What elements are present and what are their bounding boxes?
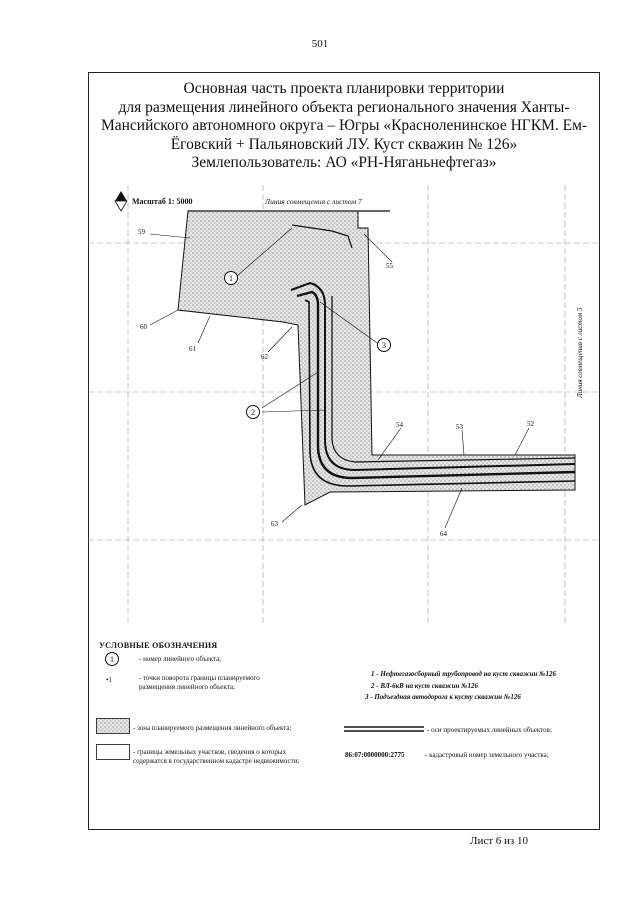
legend-zone-swatch <box>96 718 130 734</box>
object-marker-3: 3 <box>377 338 391 352</box>
point-label: 53 <box>456 423 463 431</box>
object-marker-2: 2 <box>246 405 260 419</box>
title-line-1: Основная часть проекта планировки территории <box>183 80 505 97</box>
point-label: 52 <box>527 420 534 428</box>
point-label: 64 <box>440 530 447 538</box>
legend-zone-text: - зона планируемого размещения линейного объекта; <box>133 724 292 732</box>
point-label: 59 <box>138 228 145 236</box>
legend-object-3: 3 - Подъездная автодорога к кусту скважин №126 <box>365 693 521 701</box>
legend-object-2: 2 - ВЛ-6кВ на куст скважин №126 <box>371 682 479 690</box>
match-line-top-label: Линия совмещения с листом 7 <box>265 197 362 206</box>
legend-cadastral-text: - кадастровый номер земельного участка; <box>425 751 549 759</box>
sheet-number: Лист 6 из 10 <box>470 835 529 847</box>
legend-object-number-text: - номер линейного объекта; <box>139 655 222 663</box>
object-marker-1: 1 <box>224 271 238 285</box>
point-label: 61 <box>189 345 196 353</box>
point-label: 63 <box>271 520 278 528</box>
point-label: 62 <box>261 353 268 361</box>
legend-axes-swatch <box>344 725 424 735</box>
legend-cadastral-number: 86:07:0000000:2775 <box>345 751 405 759</box>
legend-object-number-symbol: 1 <box>105 652 119 666</box>
legend-title: УСЛОВНЫЕ ОБОЗНАЧЕНИЯ <box>99 641 218 650</box>
title-line-4: Ёговский + Пальяновский ЛУ. Куст скважин № 126» <box>170 135 518 153</box>
title-line-5: Землепользователь: АО «РН-Няганьнефтегаз» <box>191 154 497 171</box>
point-label: 55 <box>386 262 393 270</box>
map-scale: Масштаб 1: 5000 <box>132 197 193 206</box>
legend-point-symbol: •1 <box>106 676 112 684</box>
page-number: 501 <box>311 38 329 50</box>
legend-point-text: - точки поворота границы планируемого размещения линейного объекта; <box>139 674 260 691</box>
match-line-right-label: Линия совмещения с листом 5 <box>576 307 584 398</box>
legend-parcels-swatch <box>96 744 130 760</box>
point-label: 54 <box>396 421 403 429</box>
title-line-3: Мансийского автономного округа – Югры «Красноленинское НГКМ. Ем- <box>100 117 588 134</box>
legend-axes-text: - оси проектируемых линейных объектов; <box>427 726 552 734</box>
legend-parcels-text: - границы земельных участков, сведения о которых содержатся в государственном кадастре недвижимости; <box>133 748 300 765</box>
point-label: 60 <box>140 323 147 331</box>
title-line-2: для размещения линейного объекта регионального значения Ханты- <box>118 98 570 116</box>
legend-object-1: 1 - Нефтегазосборный трубопровод на куст скважин №126 <box>371 670 557 678</box>
